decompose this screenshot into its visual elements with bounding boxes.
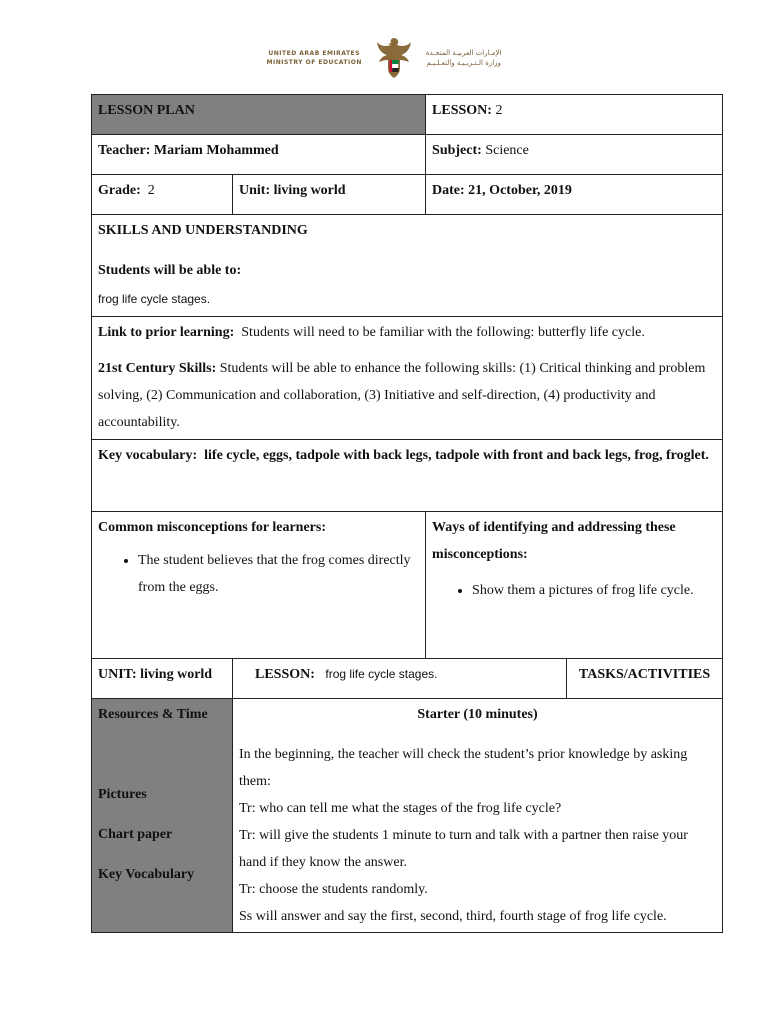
resource-pictures: Pictures [98,787,147,802]
subject-cell [426,135,723,175]
able-to-label: Students will be able to: [98,263,242,278]
lesson-number: 2 [495,103,503,118]
skills-heading: SKILLS AND UNDERSTANDING [98,223,308,238]
ministry-header [0,32,768,84]
lesson-number-cell [426,95,723,135]
resources-heading: Resources & Time [98,707,208,722]
unit-label-cell: UNIT: living world [92,659,233,699]
starter-heading: Starter (10 minutes) [417,707,538,722]
list-item: • The student believes that the frog comes directly from the eggs. [138,547,419,601]
prior-learning-cell [92,317,723,440]
ministry-name-arabic [426,48,502,68]
ministry-en-line2: MINISTRY OF EDUCATION [266,59,362,66]
lesson-topic-label: LESSON: [255,667,315,682]
skills-row [92,215,723,317]
prior-learning-line [98,319,716,346]
skills-cell [92,215,723,317]
misconceptions-row [92,512,723,659]
starter-line: Ss will answer and say the first, second, third, fourth stage of frog life cycle. [239,909,667,924]
teacher-name: Teacher: Mariam Mohammed [92,135,426,175]
resources-cell [92,699,233,933]
ministry-ar-line1: الإمـارات العربيـة المتحـدة [425,49,502,57]
ministry-name-english [267,49,362,67]
addressing-heading: Ways of identifying and addressing these misconceptions: [432,520,676,562]
list-item: • Show them a pictures of frog life cycle. [472,577,716,604]
ministry-en-line1: UNITED ARAB EMIRATES [268,50,360,57]
century-skills-text: Students will be able to enhance the following skills: (1) Critical thinking and problem solving, (2) Communication and collaboration, (3) Initiative and self-direction, (4) productivity and accountability. [98,361,706,430]
vocabulary-label: Key vocabulary: [98,448,198,463]
addressing-cell [426,512,723,659]
starter-line: In the beginning, the teacher will check the student’s prior knowledge by asking them: [239,747,688,789]
misconceptions-heading: Common misconceptions for learners: [98,520,326,535]
resource-key-vocabulary: Key Vocabulary [98,867,195,882]
vocabulary-cell [92,440,723,512]
addressing-list [432,577,716,604]
starter-cell [233,699,723,933]
lesson-plan-title: LESSON PLAN [92,95,426,135]
teacher-row [92,135,723,175]
subject-label: Subject: [432,143,482,158]
prior-learning-text: Students will need to be familiar with the following: butterfly life cycle. [241,325,645,340]
ministry-ar-line2: وزارة الـتـربـيـة والتعـلـيـم [426,59,501,67]
date-cell: Date: 21, October, 2019 [426,175,723,215]
century-skills-label: 21st Century Skills: [98,361,217,376]
lesson-topic-cell [233,659,567,699]
grade-label: Grade: [98,183,141,198]
vocabulary-row [92,440,723,512]
objective-text: frog life cycle stages. [98,292,211,306]
century-skills-line [98,355,716,436]
misconceptions-list [98,547,419,601]
grade-cell [92,175,233,215]
resource-chart-paper: Chart paper [98,827,173,842]
misconceptions-cell [92,512,426,659]
starter-line: Tr: choose the students randomly. [239,882,428,897]
vocabulary-text: life cycle, eggs, tadpole with back legs, tadpole with front and back legs, frog, froglet. [204,448,709,463]
starter-line: Tr: will give the students 1 minute to turn and talk with a partner then raise your hand if they know the answer. [239,828,688,870]
prior-learning-label: Link to prior learning: [98,325,235,340]
subject-value: Science [485,143,529,158]
prior-learning-row [92,317,723,440]
grade-row [92,175,723,215]
starter-line: Tr: who can tell me what the stages of the frog life cycle? [239,801,562,816]
lesson-plan-table [91,94,723,933]
starter-row [92,699,723,933]
unit-cell: Unit: living world [233,175,426,215]
grade-value: 2 [147,183,155,198]
uae-falcon-emblem-icon [374,34,414,82]
lesson-label: LESSON: [432,103,492,118]
lesson-topic-value: frog life cycle stages. [325,667,438,681]
lesson-plan-row [92,95,723,135]
tasks-activities-cell: TASKS/ACTIVITIES [567,659,723,699]
unit-lesson-row [92,659,723,699]
